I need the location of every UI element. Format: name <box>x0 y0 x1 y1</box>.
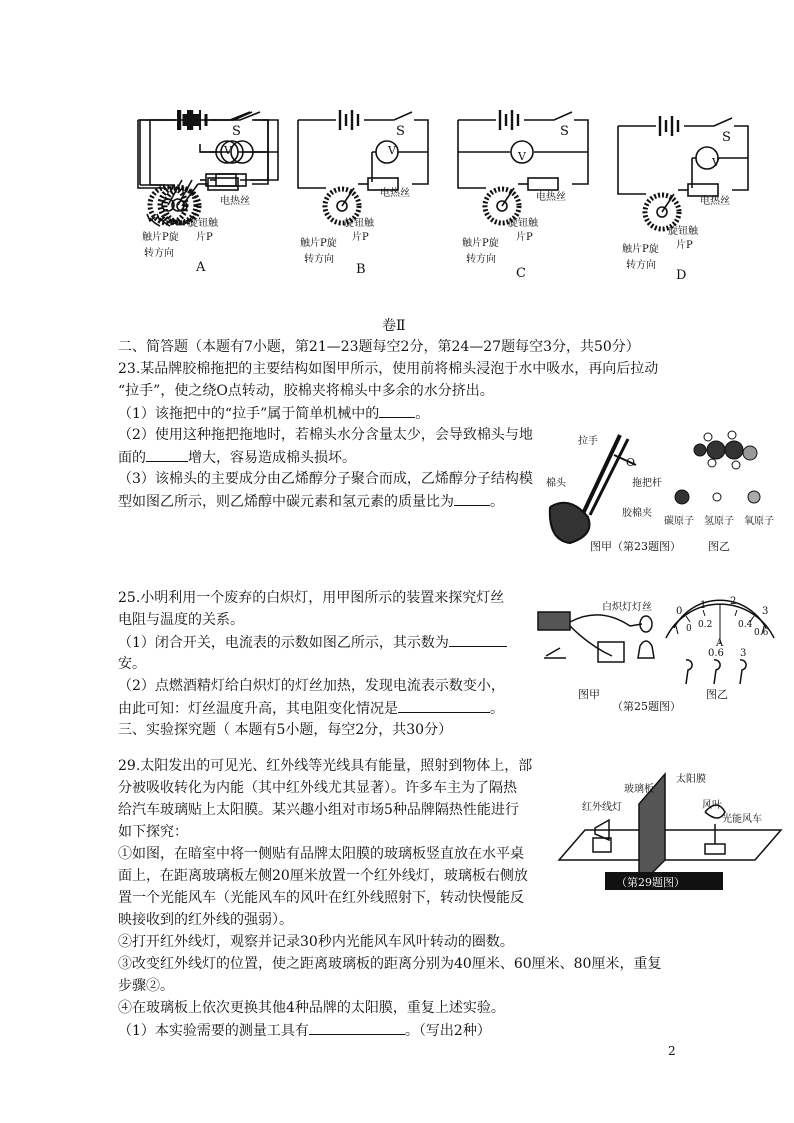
q23-line-1: 23.某品牌胶棉拖把的主要结构如图甲所示，使用前将棉头浸泡于水中吸水，再向后拉动 <box>118 361 659 377</box>
q23-line-4: （2）使用这种拖把拖地时，若棉头水分含量太少，会导致棉头与地 <box>118 427 533 443</box>
circuit-B-switch: S <box>396 124 405 139</box>
circuit-C-rotate: 触片P旋 <box>462 238 499 249</box>
q23-q2-text: 面的 <box>118 450 146 466</box>
q25-caption: （第25题图） <box>612 700 681 713</box>
q29-line-5: ①如图，在暗室中将一侧贴有品牌太阳膜的玻璃板竖直放在水平桌 <box>118 846 524 862</box>
q25-line-6 <box>118 698 504 719</box>
circuit-B-meter: V <box>388 144 396 157</box>
q25-tick-top-2: 2 <box>730 596 737 607</box>
circuit-B-knob2: 片P <box>352 232 369 243</box>
q29-label-lamp: 红外线灯 <box>582 802 622 813</box>
q29-q1-blank[interactable] <box>309 1020 405 1035</box>
circuit-A-heater: 电热丝 <box>220 196 250 207</box>
q23-q3-end: 。 <box>490 494 504 510</box>
q25-line-3 <box>118 632 507 653</box>
q29-line-9: ②打开红外线灯，观察并记录30秒内光能风车风叶转动的圈数。 <box>118 934 514 950</box>
q23-q3-blank[interactable] <box>454 491 490 506</box>
q25-q2-end: 。 <box>490 701 504 717</box>
q25-tick-top-0: 0 <box>676 606 683 617</box>
q25-q2-blank[interactable] <box>398 698 490 713</box>
q23-label-o: O <box>626 456 636 469</box>
q23-q2-blank[interactable] <box>146 447 188 462</box>
q25-q1-text: （1）闭合开关，电流表的示数如图乙所示，其示数为 <box>118 635 449 651</box>
circuit-C-rotate2: 转方向 <box>466 254 496 265</box>
q29-q1-text: （1）本实验需要的测量工具有 <box>118 1023 309 1039</box>
q29-line-12: ④在玻璃板上依次更换其他4种品牌的太阳膜，重复上述实验。 <box>118 1000 505 1016</box>
q29-line-7: 置一个光能风车（光能风车的风叶在红外线照射下，转动快慢能反 <box>118 890 524 906</box>
q23-caption-a: 图甲（第23题图） <box>590 540 681 553</box>
q23-caption-b: 图乙 <box>708 540 730 553</box>
circuit-D-knob2: 片P <box>676 240 693 251</box>
circuit-D-heater: 电热丝 <box>700 196 730 207</box>
circuit-C-switch: S <box>560 124 569 139</box>
circuit-B-knob: 旋钮触 <box>344 218 374 229</box>
q23-q1-text: （1）该拖把中的“拉手”属于简单机械中的 <box>118 406 380 422</box>
circuit-D-switch: S <box>722 130 731 145</box>
q25-line-2: 电阻与温度的关系。 <box>118 612 244 628</box>
circuit-C-heater: 电热丝 <box>536 192 566 203</box>
q23-q1-end: 。 <box>415 406 430 422</box>
q23-label-oxygen: 氧原子 <box>744 516 774 527</box>
q25-label-filament: 白炽灯灯丝 <box>602 602 652 613</box>
q25-tick-bottom-3: 0.6 <box>754 628 769 638</box>
circuit-drawings <box>130 100 790 260</box>
q25-caption-b: 图乙 <box>706 688 728 701</box>
q23-label-rod: 拖把杆 <box>632 478 662 489</box>
q29-label-blade: 风叶 <box>702 800 722 811</box>
section-volume-title: 卷Ⅱ <box>382 318 406 334</box>
page-number: 2 <box>668 1044 676 1058</box>
q29-label-glass: 玻璃板 <box>624 784 654 795</box>
circuit-A-rotate: 触片P旋 <box>142 232 179 243</box>
circuit-D-rotate: 触片P旋 <box>622 244 659 255</box>
q25-line-1: 25.小明利用一个废弃的白炽灯，用甲图所示的装置来探究灯丝 <box>118 590 505 606</box>
q29-line-4: 如下探究： <box>118 824 188 840</box>
circuit-A-knob2: 片P <box>196 232 213 243</box>
q25-caption-a: 图甲 <box>578 688 600 701</box>
section-3-heading: 三、实验探究题（ 本题有5小题，每空2分，共30分） <box>118 722 453 738</box>
q23-label-hydrogen: 氢原子 <box>704 516 734 527</box>
q23-q1-blank[interactable] <box>379 403 415 418</box>
q25-line-4: 安。 <box>118 656 146 672</box>
circuit-B-rotate: 触片P旋 <box>300 238 337 249</box>
q29-line-11: 步骤②。 <box>118 978 174 994</box>
q25-tick-bottom-0: 0 <box>686 624 692 634</box>
q29-q1-end: 。（写出2种） <box>404 1023 491 1039</box>
q25-q1-blank[interactable] <box>449 632 507 647</box>
circuit-C-knob2: 片P <box>516 232 533 243</box>
circuit-A-rotate2: 转方向 <box>144 248 174 259</box>
q25-tick-top-1: 1 <box>700 600 707 611</box>
circuit-C-knob: 旋钮触 <box>508 218 538 229</box>
circuit-B-rotate2: 转方向 <box>304 254 334 265</box>
q23-q2-end: 增大，容易造成棉头损坏。 <box>188 450 356 466</box>
q25-tick-top-3: 3 <box>762 606 769 617</box>
q25-terminals <box>676 656 766 686</box>
q29-line-13 <box>118 1020 491 1041</box>
q25-unit: A <box>716 638 724 649</box>
circuit-A-knob: 旋钮触 <box>188 218 218 229</box>
q23-q3-text: 型如图乙所示，则乙烯醇中碳元素和氢元素的质量比为 <box>118 494 454 510</box>
circuit-D-letter: D <box>676 268 687 283</box>
q25-tick-bottom-1: 0.2 <box>698 620 713 630</box>
q23-label-handle: 拉手 <box>578 436 598 447</box>
circuit-A-letter: A <box>196 260 206 275</box>
q23-label-carbon: 碳原子 <box>664 516 694 527</box>
q23-line-2: “拉手”，使之绕O点转动，胶棉夹将棉头中多余的水分挤出。 <box>118 383 494 399</box>
q23-line-7 <box>118 491 504 512</box>
circuit-B-letter: B <box>356 262 366 277</box>
q23-label-clip: 胶棉夹 <box>622 508 652 519</box>
circuit-D-knob: 旋钮触 <box>668 226 698 237</box>
q23-line-5 <box>118 447 356 468</box>
q29-line-2: 分被吸收转化为内能（其中红外线尤其显著）。许多车主为了隔热 <box>118 780 517 796</box>
q25-line-5: （2）点燃酒精灯给白炽灯的灯丝加热，发现电流表示数变小， <box>118 678 505 694</box>
circuit-C-letter: C <box>516 266 526 281</box>
q29-line-6: 面上，在距离玻璃板左侧20厘米放置一个红外线灯，玻璃板右侧放 <box>118 868 528 884</box>
q23-line-6: （3）该棉头的主要成分由乙烯醇分子聚合而成，乙烯醇分子结构模 <box>118 471 533 487</box>
q29-line-8: 映接收到的红外线的强弱）。 <box>118 912 293 928</box>
q29-caption: （第29题图） <box>616 876 685 889</box>
circuit-B-heater: 电热丝 <box>380 188 410 199</box>
circuit-C-meter: V <box>518 150 526 163</box>
q25-term-2: 3 <box>740 648 747 659</box>
q29-line-3: 给汽车玻璃贴上太阳膜。某兴趣小组对市场5种品牌隔热性能进行 <box>118 802 519 818</box>
q29-label-film: 太阳膜 <box>676 774 706 785</box>
q25-term-1: 0.6 <box>708 648 724 659</box>
q29-label-windmill: 光能风车 <box>722 814 762 825</box>
circuit-A-switch: S <box>232 124 241 139</box>
circuit-D-rotate2: 转方向 <box>626 260 656 271</box>
circuit-D-meter: V <box>712 156 720 169</box>
q23-line-3 <box>118 403 429 424</box>
q29-line-1: 29.太阳发出的可见光、红外线等光线具有能量，照射到物体上，部 <box>118 758 533 774</box>
q23-label-head: 棉头 <box>546 478 566 489</box>
q29-line-10: ③改变红外线灯的位置，使之距离玻璃板的距离分别为40厘米、60厘米、80厘米，重复 <box>118 956 662 972</box>
q25-q2-text: 由此可知：灯丝温度升高，其电阻变化情况是 <box>118 701 398 717</box>
circuit-A-meter: V <box>224 144 232 157</box>
q25-tick-bottom-2: 0.4 <box>738 620 753 630</box>
section-2-heading: 二、简答题（本题有7小题，第21—23题每空2分，第24—27题每空3分，共50分） <box>118 339 640 355</box>
